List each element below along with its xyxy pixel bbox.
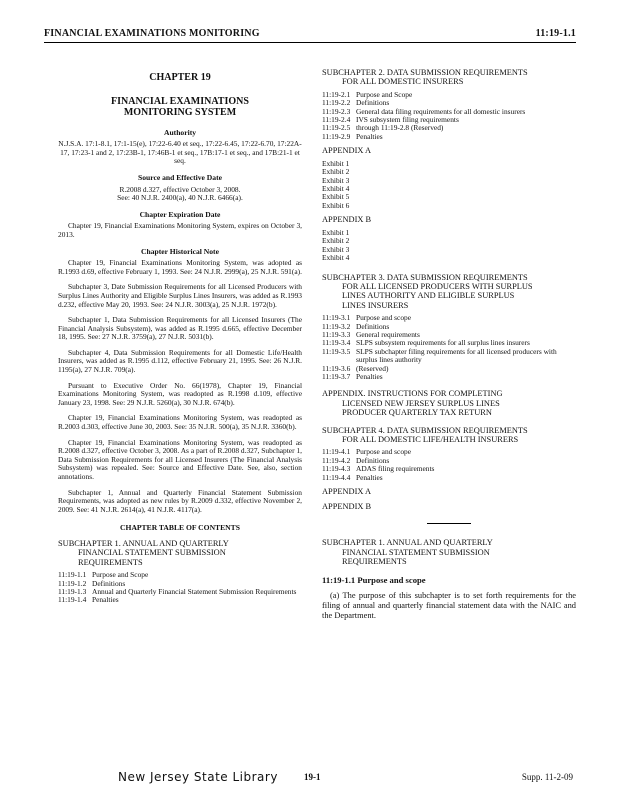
history-notes [58,259,302,514]
exhibit-item[interactable]: Exhibit 6 [322,200,350,210]
exhibit-item[interactable]: Exhibit 4 [322,253,350,263]
toc-item[interactable]: 11:19-3.4 SLPS subsystem requirements for all surplus lines insurers [322,338,530,348]
toc-item[interactable]: 11:19-2.2 Definitions [322,98,390,108]
toc-item[interactable]: 11:19-2.9 Penalties [322,131,383,141]
toc-item[interactable]: 11:19-1.1 Purpose and Scope [58,570,149,580]
subchapter-3-heading: SUBCHAPTER 3. DATA SUBMISSION REQUIREMENTS FOR ALL LICENSED PRODUCERS WITH SURPLUS LINES AUTHORITY AND ELIGIBLE SURPLUS LINES INSURERS [322,272,533,310]
history-paragraph: Subchapter 3, Date Submission Requirements for all Licensed Producers with Surplus Lines Authority and Eligible Surplus Lines Insurers, was added as R.1993 d.232, effective May 20, 1993. See: 24 N.J.R. 3003(a), 25 N.J.R. 1972(b). [58,282,302,309]
header-section-number: 11:19-1.1 [535,28,576,39]
subchapter-1-body-heading: SUBCHAPTER 1. ANNUAL AND QUARTERLY FINANCIAL STATEMENT SUBMISSION REQUIREMENTS [322,538,493,567]
appendix-a-heading[interactable]: APPENDIX A [322,146,372,156]
history-paragraph: Subchapter 4, Data Submission Requirements for all Domestic Life/Health Insurers, was added as R.1995 d.112, effective February 21, 1995. See: 26 N.J.R. 1195(a), 27 N.J.R. 709(a). [58,347,302,375]
running-header [44,28,576,42]
section-divider [427,523,471,524]
history-paragraph: Subchapter 1, Data Submission Requirements for all Licensed Insurers (The Financial Analysis Subsystem), was added as R.1995 d.665, effective December 18, 1995. See: 27 N.J.R. 3759(a), 27 N.J.R. 5031(b). [58,315,302,342]
toc-item[interactable]: 11:19-3.5 SLPS subchapter filing requirements for all licensed producers with surplus lines authority [322,346,557,365]
chapter-title: FINANCIAL EXAMINATIONS MONITORING SYSTEM [111,95,249,119]
appendix-b-heading[interactable]: APPENDIX B [322,215,372,225]
right-column [322,68,576,621]
toc-item[interactable]: 11:19-3.7 Penalties [322,371,383,381]
appendix-a-exhibits [322,160,576,210]
page-number: 19-1 [304,772,321,782]
history-paragraph: Chapter 19, Financial Examinations Monitoring System, was readopted as R.2003 d.303, effective June 30, 2003. See: 35 N.J.R. 500(a), 35 N.J.R. 3360(b). [58,413,302,432]
toc-item[interactable]: 11:19-4.3 ADAS filing requirements [322,464,435,474]
appendix-a-heading[interactable]: APPENDIX A [322,487,372,497]
history-paragraph: Chapter 19, Financial Examinations Monitoring System, was readopted as R.2008 d.327, effective October 3, 2008. As a part of R.2008 d.327, Subchapter 1, Data Submission Requirements for all Licensed Insurers (The Financial Analysis Subsystem) was repealed. See: Source and Effective Date. See, also, section annotations. [58,437,302,481]
supplement-date: Supp. 11-2-09 [521,772,573,782]
subchapter-2-toc [322,91,576,141]
exhibit-item[interactable]: Exhibit 2 [322,236,350,246]
toc-item[interactable]: 11:19-1.3 Annual and Quarterly Financial Statement Submission Requirements [58,587,297,596]
toc-item[interactable]: 11:19-3.1 Purpose and scope [322,313,412,323]
toc-item[interactable]: 11:19-3.3 General requirements [322,329,420,339]
subchapter-4-toc [322,448,576,482]
section-heading: 11:19-1.1 Purpose and scope [322,575,426,586]
toc-item[interactable]: 11:19-1.2 Definitions [58,578,126,588]
subchapter-3-toc [322,314,576,381]
exhibit-item[interactable]: Exhibit 5 [322,192,350,202]
page-footer [0,770,618,790]
history-paragraph: Subchapter 1, Annual and Quarterly Financial Statement Submission Requirements, was adopted as new rules by R.2009 d.332, effective November 2, 2009. See: 41 N.J.R. 2614(a), 41 N.J.R. 4117(a). [58,487,302,514]
exhibit-item[interactable]: Exhibit 1 [322,158,350,168]
expiration-text: Chapter 19, Financial Examinations Monitoring System, expires on October 3, 2013. [58,221,302,239]
exhibit-item[interactable]: Exhibit 4 [322,184,350,194]
toc-item[interactable]: 11:19-3.2 Definitions [322,321,390,331]
header-rule [44,42,576,43]
section-text: (a) The purpose of this subchapter is to set forth requirements for the filing of annual and quarterly financial statement data with the NAIC and the Department. [322,591,576,621]
appendix-b-heading[interactable]: APPENDIX B [322,501,372,511]
subchapter-4-heading: SUBCHAPTER 4. DATA SUBMISSION REQUIREMENTS FOR ALL DOMESTIC LIFE/HEALTH INSURERS [322,425,528,444]
toc-item[interactable]: 11:19-4.2 Definitions [322,455,390,465]
history-heading: Chapter Historical Note [141,246,219,256]
toc-item[interactable]: 11:19-2.5 through 11:19-2.8 (Reserved) [322,123,444,133]
toc-item[interactable]: 11:19-3.6 (Reserved) [322,363,389,373]
header-title: FINANCIAL EXAMINATIONS MONITORING [44,28,260,39]
authority-heading: Authority [163,127,197,137]
toc-item[interactable]: 11:19-4.1 Purpose and scope [322,447,412,457]
subchapter-2-heading: SUBCHAPTER 2. DATA SUBMISSION REQUIREMENTS FOR ALL DOMESTIC INSURERS [322,68,528,87]
toc-item[interactable]: 11:19-2.3 General data filing requirements for all domestic insurers [322,106,526,116]
library-stamp: New Jersey State Library [118,770,278,784]
toc-item[interactable]: 11:19-1.4 Penalties [58,595,119,605]
history-paragraph: Pursuant to Executive Order No. 66(1978), Chapter 19, Financial Examinations Monitoring System, was readopted as R.1998 d.109, effective January 23, 1998. See: 29 N.J.R. 5260(a), 30 N.J.R. 674(b). [58,380,302,407]
left-column [58,60,302,605]
expiration-heading: Chapter Expiration Date [139,209,221,219]
source-text: R.2008 d.327, effective October 3, 2008. See: 40 N.J.R. 2400(a), 40 N.J.R. 6466(a). [117,184,243,203]
exhibit-item[interactable]: Exhibit 3 [322,244,350,254]
toc-item[interactable]: 11:19-2.1 Purpose and Scope [322,89,413,99]
history-paragraph: Chapter 19, Financial Examinations Monitoring System, was adopted as R.1993 d.69, effective February 1, 1993. See: 24 N.J.R. 2999(a), 25 N.J.R. 591(a). [58,258,302,276]
exhibit-item[interactable]: Exhibit 1 [322,227,350,237]
chapter-number: CHAPTER 19 [149,72,211,83]
appendix-b-exhibits [322,229,576,263]
exhibit-item[interactable]: Exhibit 3 [322,175,350,185]
toc-item[interactable]: 11:19-2.4 IVS subsystem filing requirements [322,115,459,125]
toc-item[interactable]: 11:19-4.4 Penalties [322,472,383,482]
exhibit-item[interactable]: Exhibit 2 [322,167,350,177]
authority-text: N.J.S.A. 17:1-8.1, 17:1-15(e), 17:22-6.40 et seq., 17:22-6.45, 17:22-6.70, 17:22A-17, 17:23-1 and 2, 17:23B-1, 17:46B-1 et seq., 17B:17-1 et seq., and 17B:21-1 et seq. [58,139,302,166]
source-heading: Source and Effective Date [137,172,222,182]
appendix-instructions-heading[interactable]: APPENDIX. INSTRUCTIONS FOR COMPLETING LICENSED NEW JERSEY SURPLUS LINES PRODUCER QUARTERLY TAX RETURN [322,389,503,418]
subchapter-1-heading: SUBCHAPTER 1. ANNUAL AND QUARTERLY FINANCIAL STATEMENT SUBMISSION REQUIREMENTS [58,538,229,567]
toc-heading: CHAPTER TABLE OF CONTENTS [120,523,240,533]
subchapter-1-toc [58,571,302,605]
